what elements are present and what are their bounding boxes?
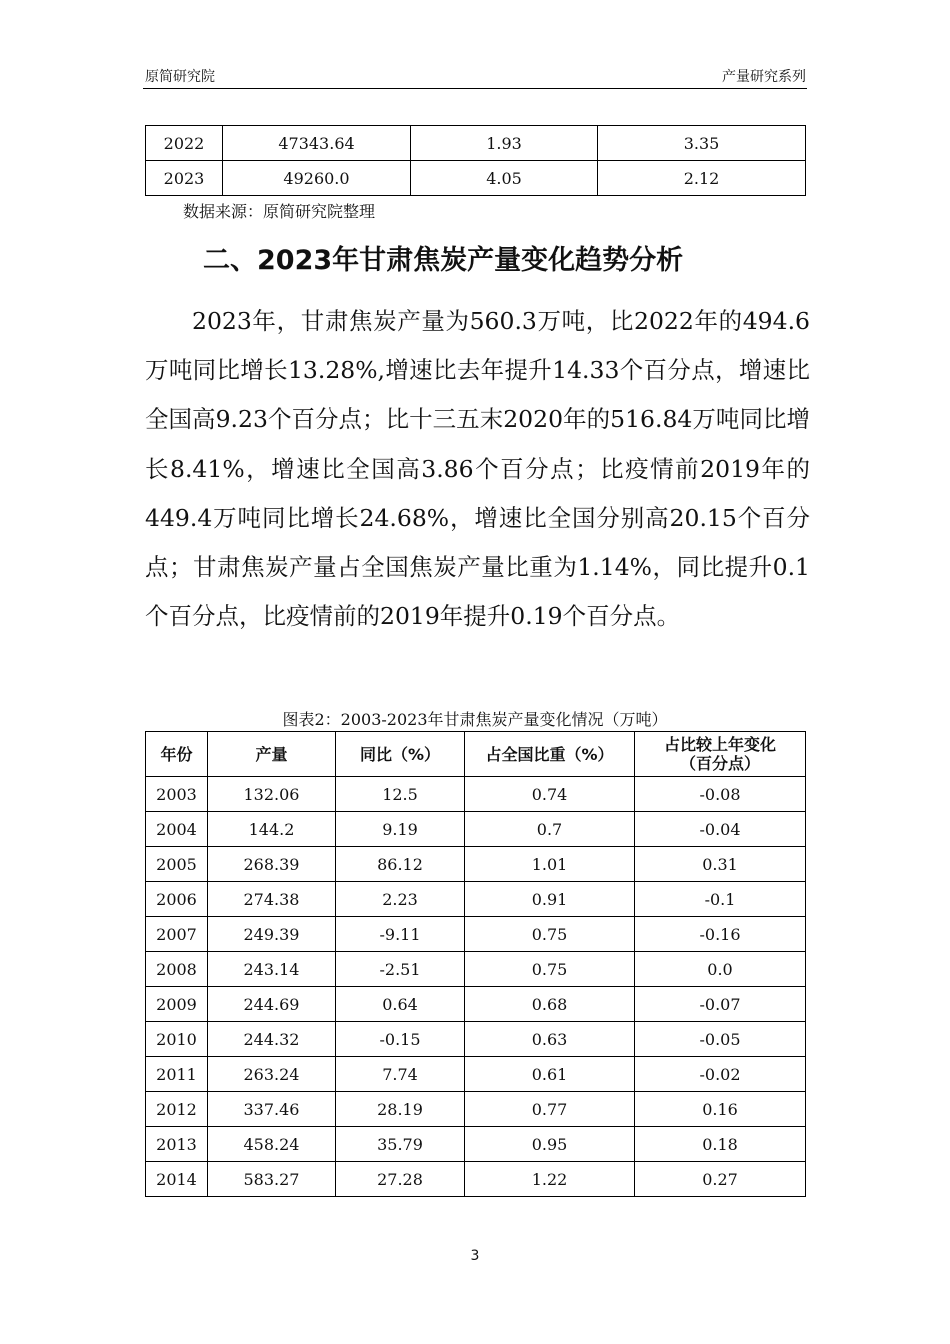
table-row [146, 1057, 806, 1092]
table-cell: 0.75 [465, 952, 635, 987]
page-number: 3 [470, 1248, 480, 1264]
table-cell: 2004 [146, 812, 208, 847]
table-cell: 244.69 [208, 987, 336, 1022]
table-cell: -0.05 [635, 1022, 806, 1057]
table-cell: 337.46 [208, 1092, 336, 1127]
table-row [146, 917, 806, 952]
column-header: 年份 [146, 732, 208, 777]
table-cell: -0.02 [635, 1057, 806, 1092]
table-cell: 2009 [146, 987, 208, 1022]
table-cell: 2008 [146, 952, 208, 987]
table-cell: 1.22 [465, 1162, 635, 1197]
table-cell: 2006 [146, 882, 208, 917]
table-cell: 0.0 [635, 952, 806, 987]
table-cell: 0.7 [465, 812, 635, 847]
table-cell: 2007 [146, 917, 208, 952]
table-cell: 243.14 [208, 952, 336, 987]
table-cell: 458.24 [208, 1127, 336, 1162]
table-cell: 2023 [146, 161, 223, 196]
table-cell: 0.31 [635, 847, 806, 882]
table-cell: 274.38 [208, 882, 336, 917]
table-cell: -0.1 [635, 882, 806, 917]
table-cell: 2014 [146, 1162, 208, 1197]
table-cell: -0.15 [336, 1022, 465, 1057]
table-cell: 47343.64 [223, 126, 411, 161]
table-cell: -0.04 [635, 812, 806, 847]
table-row [146, 1127, 806, 1162]
table-cell: 2.23 [336, 882, 465, 917]
coke-production-table [145, 731, 806, 1197]
table-cell: -0.16 [635, 917, 806, 952]
column-header: 占比较上年变化（百分点） [635, 732, 806, 777]
table-cell: 132.06 [208, 777, 336, 812]
table-cell: 27.28 [336, 1162, 465, 1197]
section-heading: 二、2023年甘肃焦炭产量变化趋势分析 [203, 245, 684, 276]
table-cell: 2003 [146, 777, 208, 812]
table-row [146, 847, 806, 882]
table-cell: 0.91 [465, 882, 635, 917]
table-cell: 244.32 [208, 1022, 336, 1057]
body-paragraph: 2023年，甘肃焦炭产量为560.3万吨，比2022年的494.6万吨同比增长13.28%,增速比去年提升14.33个百分点，增速比全国高9.23个百分点；比十三五末2020年的516.84万吨同比增长8.41%，增速比全国高3.86个百分点；比疫情前2019年的449.4万吨同比增长24.68%，增速比全国分别高20.15个百分点；甘肃焦炭产量占全国焦炭产量比重为1.14%，同比提升0.1个百分点，比疫情前的2019年提升0.19个百分点。 [145, 307, 810, 631]
table-cell: 249.39 [208, 917, 336, 952]
table-row [146, 161, 806, 196]
table-cell: 0.74 [465, 777, 635, 812]
table-cell: 0.77 [465, 1092, 635, 1127]
table-cell: 2.12 [598, 161, 806, 196]
table-row [146, 882, 806, 917]
table-row [146, 1092, 806, 1127]
table-cell: 49260.0 [223, 161, 411, 196]
table-cell: 0.95 [465, 1127, 635, 1162]
table-cell: 0.27 [635, 1162, 806, 1197]
table-cell: 1.01 [465, 847, 635, 882]
table-cell: 0.18 [635, 1127, 806, 1162]
header-divider [143, 88, 807, 89]
data-source: 数据来源：原简研究院整理 [183, 202, 376, 221]
table-cell: 86.12 [336, 847, 465, 882]
table-cell: 0.68 [465, 987, 635, 1022]
table-cell: 2010 [146, 1022, 208, 1057]
table-row [146, 812, 806, 847]
table-cell: 2011 [146, 1057, 208, 1092]
header-right: 产量研究系列 [722, 69, 806, 85]
table-cell: 3.35 [598, 126, 806, 161]
table-cell: -0.07 [635, 987, 806, 1022]
table-cell: 1.93 [411, 126, 598, 161]
table-cell: 35.79 [336, 1127, 465, 1162]
table-cell: 0.16 [635, 1092, 806, 1127]
table-cell: -2.51 [336, 952, 465, 987]
table-row [146, 1022, 806, 1057]
table-cell: 583.27 [208, 1162, 336, 1197]
table-cell: 0.63 [465, 1022, 635, 1057]
table-continued [145, 125, 806, 196]
column-header: 产量 [208, 732, 336, 777]
table-cell: 0.64 [336, 987, 465, 1022]
table-cell: 2012 [146, 1092, 208, 1127]
table-cell: 0.75 [465, 917, 635, 952]
table-cell: 2022 [146, 126, 223, 161]
column-header: 同比（%） [336, 732, 465, 777]
table-cell: -0.08 [635, 777, 806, 812]
table-cell: 9.19 [336, 812, 465, 847]
table-cell: 12.5 [336, 777, 465, 812]
table-cell: -9.11 [336, 917, 465, 952]
header-left: 原简研究院 [145, 69, 215, 85]
table-cell: 7.74 [336, 1057, 465, 1092]
table-row [146, 1162, 806, 1197]
table-cell: 0.61 [465, 1057, 635, 1092]
table-row [146, 952, 806, 987]
table-caption: 图表2：2003-2023年甘肃焦炭产量变化情况（万吨） [282, 710, 668, 729]
table-cell: 2005 [146, 847, 208, 882]
table-row [146, 987, 806, 1022]
column-header: 占全国比重（%） [465, 732, 635, 777]
table-cell: 4.05 [411, 161, 598, 196]
table-cell: 28.19 [336, 1092, 465, 1127]
table-cell: 144.2 [208, 812, 336, 847]
table-cell: 263.24 [208, 1057, 336, 1092]
table-row [146, 126, 806, 161]
table-row [146, 777, 806, 812]
table-cell: 268.39 [208, 847, 336, 882]
table-cell: 2013 [146, 1127, 208, 1162]
